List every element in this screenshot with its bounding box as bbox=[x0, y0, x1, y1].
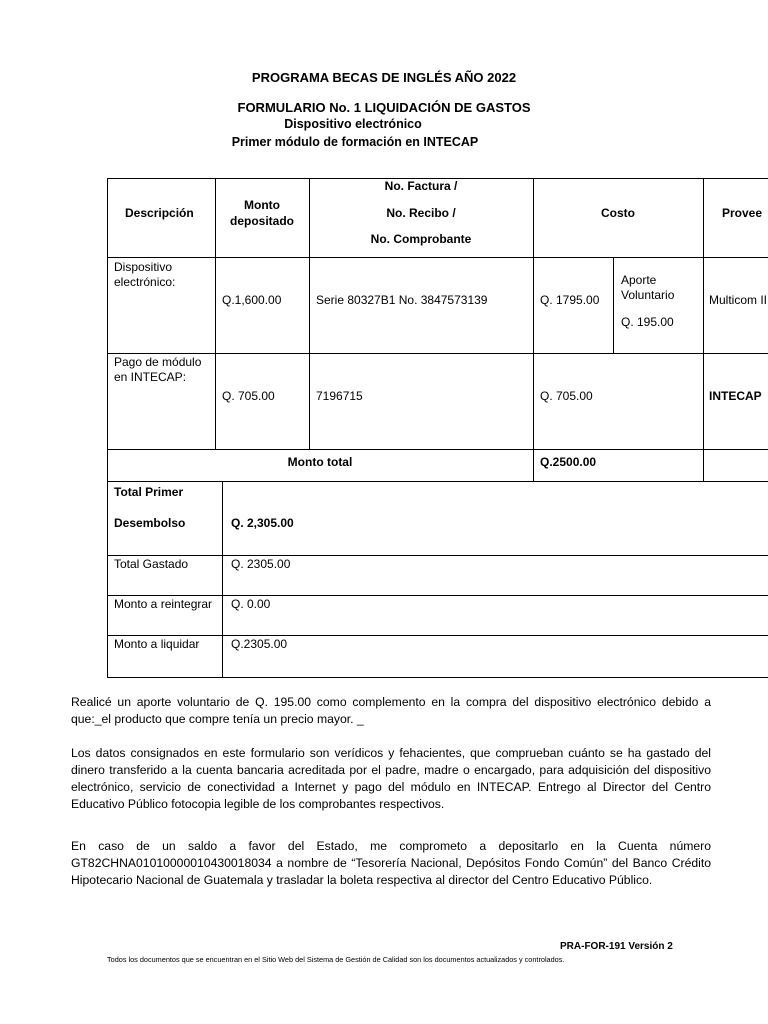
gastado-label: Total Gastado bbox=[114, 557, 189, 571]
row1-aporte-2: Voluntario bbox=[621, 288, 675, 302]
header-factura: No. Factura / bbox=[384, 179, 458, 193]
reintegrar-value: Q. 0.00 bbox=[231, 597, 271, 611]
refund-commitment-paragraph: En caso de un saldo a favor del Estado, me comprometo a depositarlo en la Cuenta número GT82CHNA01010000010430018034 a nombre de “Tesorería Nacional, Depósitos Fondo Común” del Banco Crédito Hipotecario Nacional de Guatemala y trasladar la boleta respectiva al director del Centro Educativo Público. bbox=[71, 839, 711, 887]
declaration-paragraph: Los datos consignados en este formulario son verídicos y fehacientes, que comprueban cuánto se ha gastado del dinero transferido a la cuenta bancaria acreditada por el padre, madre o encargado, para adquisición del dispositivo electrónico, servicio de conectividad a Internet y pago del módulo en INTECAP. Entrego al Director del Centro Educativo Público fotocopia legible de los comprobantes respectivos. bbox=[71, 746, 711, 811]
desembolso-label: Total Primer bbox=[114, 485, 184, 499]
row1-monto: Q.1,600.00 bbox=[222, 293, 282, 307]
form-code: PRA-FOR-191 Versión 2 bbox=[560, 941, 673, 952]
desembolso-label-2: Desembolso bbox=[114, 516, 186, 530]
total-value: Q.2500.00 bbox=[540, 455, 597, 469]
row1-description: Dispositivo bbox=[114, 260, 173, 274]
liquidar-value: Q.2305.00 bbox=[231, 637, 288, 651]
row2-factura: 7196715 bbox=[316, 389, 363, 403]
header-comprobante: No. Comprobante bbox=[370, 232, 472, 246]
row2-costo: Q. 705.00 bbox=[540, 389, 593, 403]
form-subtitle-module: Primer módulo de formación en INTECAP bbox=[231, 135, 479, 149]
header-costo: Costo bbox=[601, 206, 635, 220]
row1-aporte-amount: Q. 195.00 bbox=[621, 315, 674, 329]
header-monto: Monto bbox=[244, 198, 280, 212]
header-proveedor: Provee bbox=[722, 206, 763, 220]
header-descripcion: Descripción bbox=[125, 206, 194, 220]
voluntary-contribution-paragraph: Realicé un aporte voluntario de Q. 195.00 como complemento en la compra del dispositivo electrónico debido a que:_el producto que compre tenía un precio mayor. _ bbox=[71, 695, 711, 726]
program-title: PROGRAMA BECAS DE INGLÉS AÑO 2022 bbox=[251, 70, 517, 85]
row2-proveedor: INTECAP bbox=[709, 389, 762, 403]
form-title: FORMULARIO No. 1 LIQUIDACIÓN DE GASTOS bbox=[237, 100, 531, 115]
liquidar-label: Monto a liquidar bbox=[114, 637, 200, 651]
row1-proveedor: Multicom II bbox=[709, 293, 768, 307]
header-recibo: No. Recibo / bbox=[386, 206, 456, 220]
row1-aporte: Aporte bbox=[621, 273, 657, 287]
total-label: Monto total bbox=[287, 455, 353, 469]
form-subtitle-device: Dispositivo electrónico bbox=[284, 117, 422, 131]
gastado-value: Q. 2305.00 bbox=[231, 557, 291, 571]
row1-costo: Q. 1795.00 bbox=[540, 293, 600, 307]
header-monto-depositado: depositado bbox=[229, 214, 294, 228]
reintegrar-label: Monto a reintegrar bbox=[114, 597, 213, 611]
row2-monto: Q. 705.00 bbox=[222, 389, 275, 403]
desembolso-value: Q. 2,305.00 bbox=[231, 516, 294, 530]
row1-factura: Serie 80327B1 No. 3847573139 bbox=[316, 293, 488, 307]
row2-description-2: en INTECAP: bbox=[114, 370, 187, 384]
row1-description-2: electrónico: bbox=[114, 275, 176, 289]
row2-description: Pago de módulo bbox=[114, 355, 202, 369]
footer-note: Todos los documentos que se encuentran en el Sitio Web del Sistema de Gestión de Calidad son los documentos actualizados y controlados. bbox=[107, 955, 565, 964]
